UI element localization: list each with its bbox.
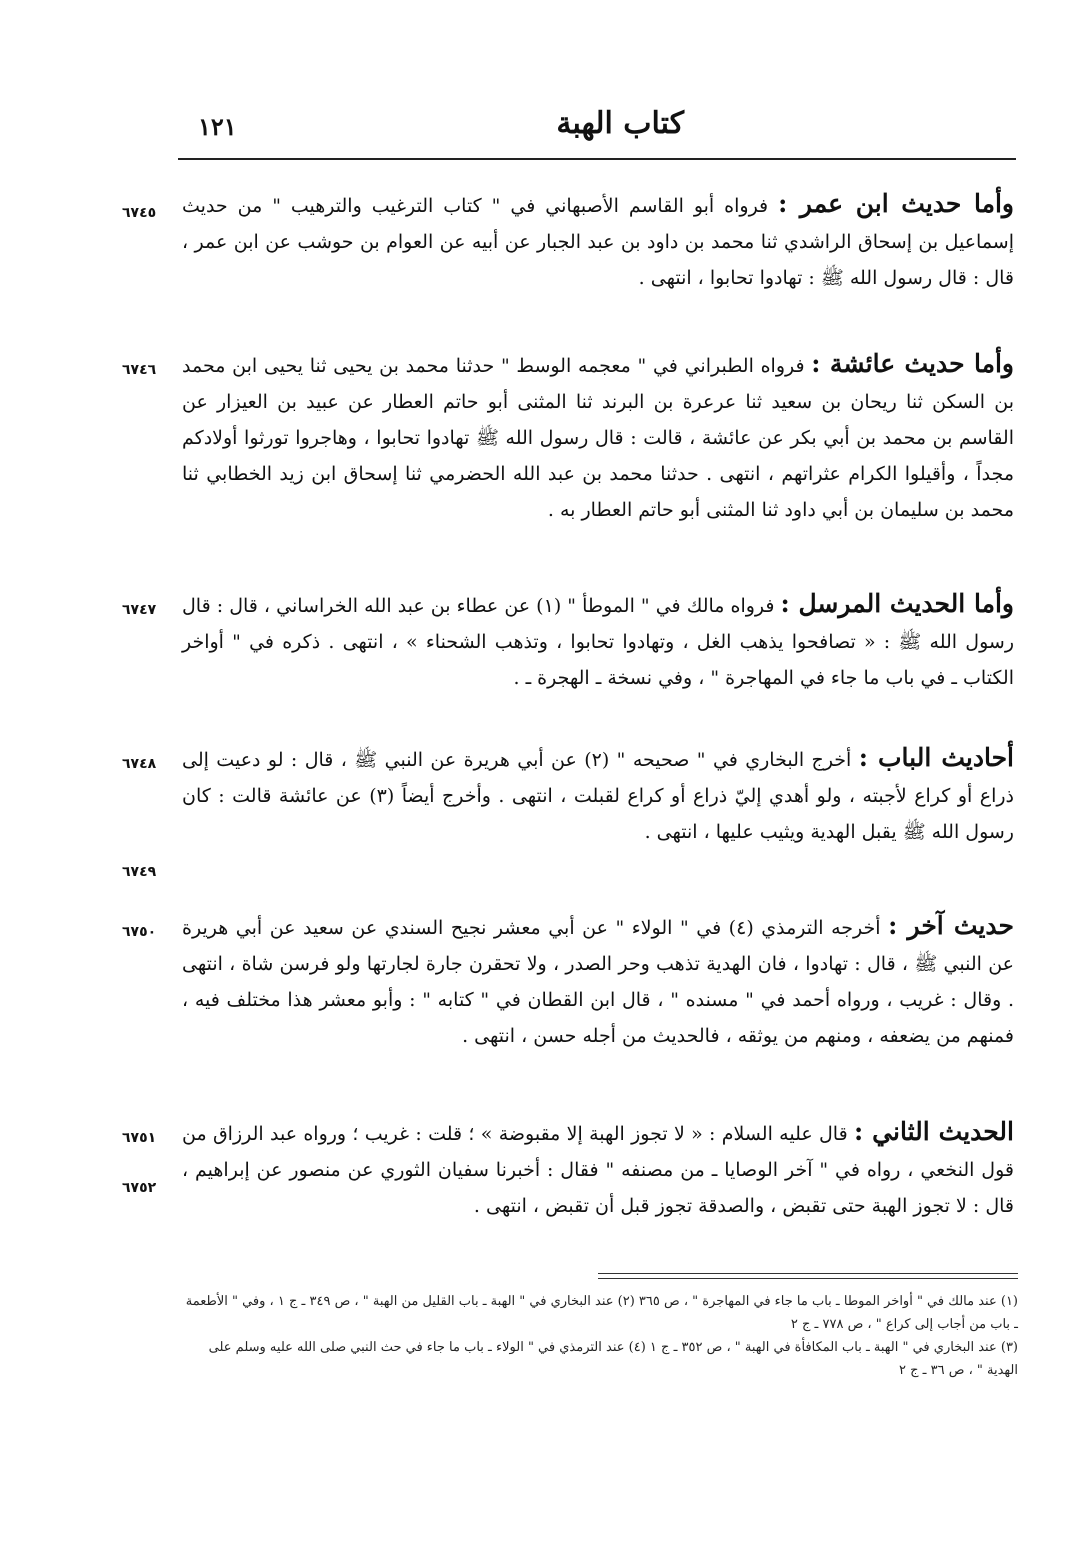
hadith-number: ٦٧٤٧	[122, 602, 157, 618]
footnote-line: (٣) عند البخاري في " الهبة ـ باب المكافأة في الهبة " ، ص ٣٥٢ ـ ج ١ (٤) عند الترمذي في " الولاء ـ باب ما جاء في حث النبي صلى الله عليه وسلم على الهدية " ، ص ٣٦ ـ ج ٢	[208, 1340, 1018, 1378]
footnote-line: (١) عند مالك في " أواخر الموطا ـ باب ما جاء في المهاجرة " ، ص ٣٦٥ (٢) عند البخاري في " الهبة ـ باب القليل من الهبة " ، ص ٣٤٩ ـ ج ١ ، وفي " الأطعمة ـ باب من أجاب إلى كراع " ، ص ٧٧٨ ـ ج ٢	[185, 1294, 1018, 1332]
hadith-number: ٦٧٤٦	[122, 362, 157, 378]
footnotes	[182, 1290, 1018, 1382]
paragraph-text: فرواه الطبراني في " معجمه الوسط " حدثنا محمد بن يحيى ثنا يحيى ابن محمد بن السكن ثنا ريحان بن سعيد ثنا عرعرة بن البرند ثنا المثنى أبو حاتم العطار عن عبيد بن العيزار عن القاسم بن محمد بن أبي بكر عن عائشة ، قالت : قال رسول الله ﷺ تهادوا تحابوا ، وهاجروا تورثوا أولادكم مجداً ، وأقيلوا الكرام عثراتهم ، انتهى . حدثنا محمد بن عبد الله الحضرمي ثنا إسحاق ابن زيد الخطابي ثنا محمد بن سليمان بن أبي داود ثنا المثنى أبو حاتم العطار به .	[182, 355, 1014, 521]
paragraph-lead: وأما الحديث المرسل :	[780, 589, 1014, 618]
hadith-number: ٦٧٥١	[122, 1130, 157, 1146]
paragraph-text: أخرج البخاري في " صحيحه " (٢) عن أبي هريرة عن النبي ﷺ ، قال : لو دعيت إلى ذراع أو كراع لأجبته ، ولو أهدي إليّ ذراع أو كراع لقبلت ، انتهى . وأخرج أيضاً (٣) عن عائشة قالت : كان رسول الله ﷺ يقبل الهدية ويثيب عليها ، انتهى .	[182, 749, 1014, 843]
paragraph-aisha	[182, 346, 1014, 528]
hadith-number: ٦٧٤٥	[122, 205, 157, 221]
paragraph-text: أخرجه الترمذي (٤) في " الولاء " عن أبي معشر نجيح السندي عن سعيد عن أبي هريرة عن النبي ﷺ ، قال : تهادوا ، فان الهدية تذهب وحر الصدر ، ولا تحقرن جارة لجارتها ولو فرسن شاة ، انتهى . وقال : غريب ، ورواه أحمد في " مسنده " ، قال ابن القطان في " كتابه " : وأبو معشر هذا مختلف فيه ، فمنهم من يضعفه ، ومنهم من يوثقه ، فالحديث من أجله حسن ، انتهى .	[182, 917, 1014, 1047]
paragraph-second-hadith	[182, 1114, 1014, 1224]
paragraph-lead: أحاديث الباب :	[858, 743, 1015, 772]
hadith-number: ٦٧٤٩	[122, 864, 157, 880]
page-header	[178, 98, 1014, 156]
footnote-divider	[598, 1273, 1018, 1274]
hadith-number: ٦٧٥٢	[122, 1180, 157, 1196]
chapter-title: كتاب الهبة	[556, 106, 684, 141]
page-number: ١٢١	[198, 112, 237, 141]
paragraph-mursal	[182, 586, 1014, 696]
paragraph-ibn-umar	[182, 186, 1014, 296]
paragraph-text: قال عليه السلام : « لا تجوز الهبة إلا مقبوضة » ؛ قلت : غريب ؛ ورواه عبد الرزاق من قول النخعي ، رواه في " آخر الوصايا ـ من مصنفه " فقال : أخبرنا سفيان الثوري عن منصور عن إبراهيم ، قال : لا تجوز الهبة حتى تقبض ، والصدقة تجوز قبل أن تقبض ، انتهى .	[182, 1123, 1014, 1217]
paragraph-another-hadith	[182, 908, 1014, 1054]
paragraph-lead: وأما حديث ابن عمر :	[778, 189, 1014, 218]
paragraph-lead: الحديث الثاني :	[853, 1117, 1014, 1146]
paragraph-lead: وأما حديث عائشة :	[811, 349, 1014, 378]
footnote-divider	[598, 1278, 1018, 1279]
header-divider	[178, 158, 1016, 160]
paragraph-text: فرواه مالك في " الموطأ " (١) عن عطاء بن عبد الله الخراساني ، قال : قال رسول الله ﷺ : « تصافحوا يذهب الغل ، وتهادوا تحابوا ، وتذهب الشحناء » ، انتهى . ذكره في " أواخر الكتاب ـ في باب ما جاء في المهاجرة " ، وفي نسخة ـ الهجرة ـ .	[182, 595, 1014, 689]
paragraph-lead: حديث آخر :	[888, 911, 1014, 940]
paragraph-text: فرواه أبو القاسم الأصبهاني في " كتاب الترغيب والترهيب " من حديث إسماعيل بن إسحاق الراشدي ثنا محمد بن داود بن عبد الجبار عن أبيه عن العوام بن حوشب عن ابن عمر ، قال : قال رسول الله ﷺ : تهادوا تحابوا ، انتهى .	[182, 195, 1014, 289]
hadith-number: ٦٧٤٨	[122, 756, 157, 772]
hadith-number: ٦٧٥٠	[122, 924, 157, 940]
paragraph-bab-hadiths	[182, 740, 1014, 850]
